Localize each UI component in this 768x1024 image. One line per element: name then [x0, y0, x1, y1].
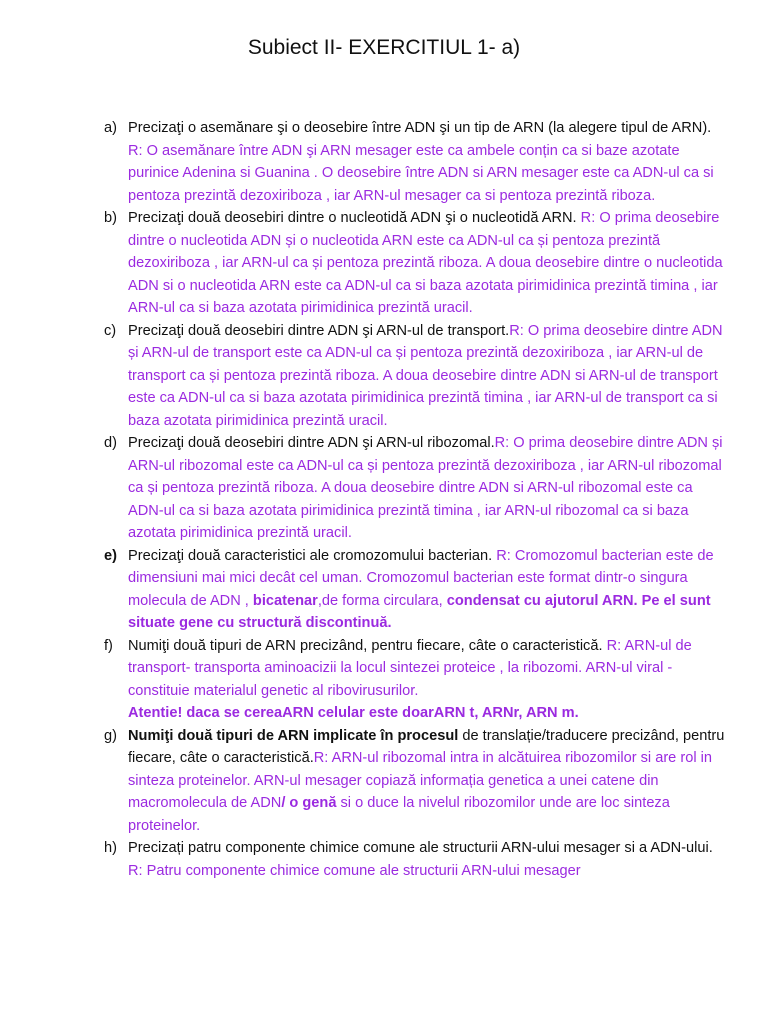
answer-text: R: O prima deosebire dintre ADN și ARN-ul de transport este ca ADN-ul ca și pentoza prezintă dezoxiriboza , iar ARN-ul de transport ca și pentoza prezintă riboza. A doua deosebire dintre ADN si ARN-ul de transport este ca ADN-ul ca si baza azotata pirimidinica prezintă timina , iar ARN-ul de transport ca si baza azotata pirimidinica prezintă uracil. — [128, 322, 723, 429]
question-text: Precizaţi două deosebiri dintre ADN şi ARN-ul de transport. — [128, 322, 510, 339]
question-text: Numiţi două tipuri de ARN precizând, pentru fiecare, câte o caracteristică. — [128, 637, 607, 654]
answer-text: R: Cromozomul bacterian este de dimensiuni mai mici decât cel uman. Cromozomul bacterian este format dintr-o singura molecula de ADN , — [128, 547, 714, 609]
list-item-c — [104, 320, 726, 433]
item-marker: d) — [104, 435, 117, 451]
list-item-d — [104, 432, 726, 545]
answer-text: ,de forma circulara, — [317, 592, 447, 609]
item-marker: b) — [104, 210, 117, 226]
item-marker: g) — [104, 727, 117, 744]
page-title: Subiect II- EXERCITIUL 1- a) — [247, 36, 521, 59]
answer-bold-text: condensat cu ajutorul ARN. Pe el sunt situate gene cu structură discontinuă. — [128, 592, 711, 631]
question-text: Precizaţi două caracteristici ale cromozomului bacterian. — [128, 547, 497, 564]
answer-text: si o duce la nivelul ribozomilor unde are loc sinteza proteinelor. — [128, 795, 670, 834]
item-marker: c) — [104, 322, 117, 339]
list-item-e — [104, 545, 726, 635]
list-item-b — [104, 207, 726, 320]
answer-bold-text: bicatenar — [252, 592, 318, 609]
list-item-g — [104, 725, 726, 838]
item-marker: a) — [104, 120, 117, 136]
answer-text: R: Patru componente chimice comune ale structurii ARN-ului mesager — [128, 862, 581, 879]
item-marker: h) — [104, 840, 117, 856]
question-text: Precizați patru componente chimice comune ale structurii ARN-ului mesager si a ADN-ului. — [128, 840, 713, 856]
list-item-a — [104, 117, 726, 207]
list-item-h — [104, 837, 726, 882]
answer-bold-text: / o genă — [281, 795, 337, 811]
answer-text: R: O prima deosebire dintre ADN și ARN-ul ribozomal este ca ADN-ul ca și pentoza prezintă dezoxiriboza , iar ARN-ul ribozomal ca și pentoza prezintă riboza. A doua deosebire dintre ADN si ARN-ul ribozomal este ca ADN-ul ca si baza azotata pirimidinica prezintă timina , iar ARN-ul ribozomal ca si baza azotata pirimidinica prezintă uracil. — [128, 435, 723, 541]
answer-text: R: ARN-ul ribozomal intra in alcătuirea ribozomilor si are rol in sinteza proteinelor. ARN-ul mesager copiază informația genetica a unei catene din macromolecula de ADN — [128, 750, 712, 811]
answer-text: R: O prima deosebire dintre o nucleotida ADN și o nucleotida ARN este ca ADN-ul ca și pentoza prezintă dezoxiriboza , iar ARN-ul ca și pentoza prezintă riboza. A doua deosebire dintre o nucleotida ADN si o nucleotida ARN este ca ADN-ul ca si baza azotata pirimidinica prezintă timina , iar ARN-ul ca si baza azotata pirimidinica prezintă uracil. — [128, 210, 723, 316]
item-marker: e) — [104, 547, 117, 564]
exercise-list — [104, 117, 726, 882]
question-text: de translație/traducere precizând, pentru fiecare, câte o caracteristică. — [128, 727, 725, 766]
question-text: Precizaţi două deosebiri dintre o nucleotidă ADN şi o nucleotidă ARN. — [128, 210, 581, 226]
answer-text: R: O asemănare între ADN şi ARN mesager este ca ambele conțin ca si baze azotate purinice Adenina si Guanina . O deosebire între ADN si ARN mesager este ca ADN-ul ca si pentoza prezintă dezoxiriboza , iar ARN-ul mesager ca si pentoza prezintă riboza. — [128, 142, 714, 204]
item-marker: f) — [104, 637, 113, 654]
answer-text: R: ARN-ul de transport- transporta aminoacizii la locul sintezei proteice , la ribozomi. ARN-ul viral - constituie materialul genetic al ribovirusurilor. — [128, 637, 692, 699]
attention-note: Atentie! daca se cereaARN celular este doarARN t, ARNr, ARN m. — [128, 705, 579, 721]
question-bold-text: Numiţi două tipuri de ARN implicate în procesul — [128, 727, 459, 744]
question-text: Precizaţi o asemănare şi o deosebire între ADN şi un tip de ARN (la alegere tipul de ARN). — [128, 120, 712, 136]
question-text: Precizaţi două deosebiri dintre ADN şi ARN-ul ribozomal. — [128, 435, 495, 451]
list-item-f — [104, 635, 726, 725]
